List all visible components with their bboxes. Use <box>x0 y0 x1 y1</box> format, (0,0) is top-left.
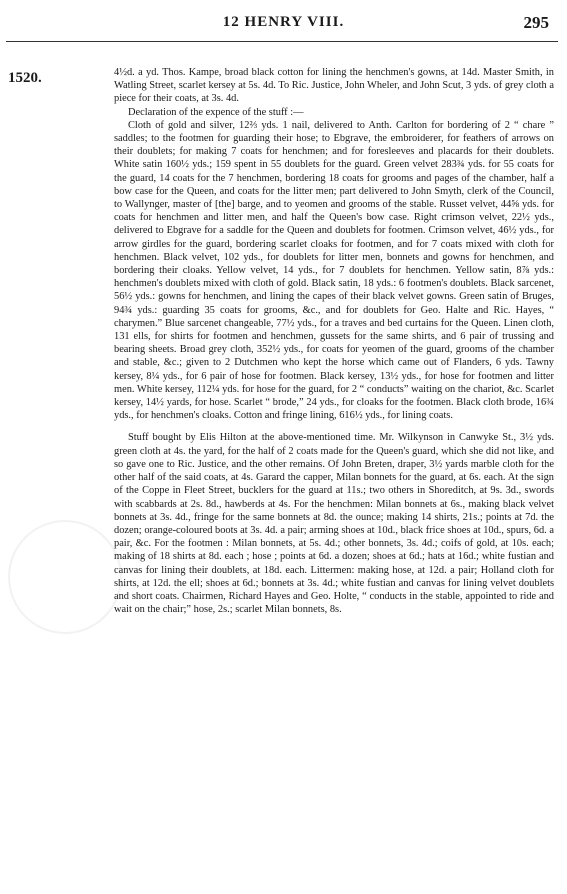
running-head: 12 HENRY VIII. <box>222 14 345 30</box>
paragraph-declaration-heading: Declaration of the expence of the stuff :— <box>128 106 304 118</box>
page-number: 295 <box>523 13 549 32</box>
body-text <box>114 66 554 616</box>
paragraph-continuation: 4½d. a yd. Thos. Kampe, broad black cotton for lining the henchmen's gowns, at 14d. Master Smith, in Watling Street, scarlet kersey at 5s. 4d. To Ric. Justice, John Wheler, and John Scut, 3 yds. of grey cloth a piece for their coats, at 3s. 4d. <box>114 67 554 105</box>
header-rule <box>6 41 558 42</box>
paragraph-declaration-list: Cloth of gold and silver, 12⅔ yds. 1 nail, delivered to Anth. Carlton for bordering of 2 “ chare ” saddles; to the footmen for guarding their hose; to Ebgrave, the embroiderer, for feathers of arrows on their doublets; for making 7 coats for henchmen; and for foresleeves and placards for their doublets. White satin 160½ yds.; 159 spent in 55 doublets for the guard. Green velvet 283¾ yds. for 55 coats for the guard, 14 coats for the 7 henchmen, bordering 18 coats for grooms and pages of the chamber, half a bow case for the Queen, and coats for the litter men; part delivered to John Smyth, clerk of the Council, to Wallynger, master of [the] barge, and to yeomen and grooms of the stable. Russet velvet, 44⅝ yds. for coats for henchmen and litter men, and half the Queen's bow case. Right crimson velvet, 22½ yds., delivered to Ebgrave for a saddle for the Queen and doublets for footmen. Crimson velvet, 46½ yds., for arrow girdles for the guard, bordering scarlet cloaks for footmen, and for 7 coats mixed with cloth for henchmen. Black velvet, 102 yds., for doublets for litter men, bonnets and gowns for henchmen, and bordering their cloaks. Yellow velvet, 14 yds., for 7 doublets for henchmen. Yellow satin, 8⅞ yds.: henchmen's doublets mixed with cloth of gold. Black satin, 18 yds.: 6 footmen's doublets. Black sarcenet, 56½ yds.: gowns for henchmen, and lining the capes of their black velvet gowns. Green satin of Bruges, 94¾ yds.: guarding 35 coats for grooms, &c., and for doublets for Geo. Halte and Ric. Hayes, “ charymen.” Blue sarcenet changeable, 77½ yds., for a traves and bed curtains for the Queen. Linen cloth, 131 ells, for shirts for footmen and henchmen, gussets for the same shirts, and 6 pair of trussing and bearing sheets. Broad grey cloth, 352½ yds., for coats for yeomen of the guard, grooms of the chamber and stable, &c.; given to 2 Dutchmen who kept the horse which came out of Flanders, 6 yds. Tawny kersey, 8¼ yds., for 6 pair of hose for footmen. Black kersey, 13½ yds., for hose for footmen and litter men. White kersey, 112¼ yds. for hose for the guard, for 2 “ conducts” waiting on the chariot, &c. Scarlet kersey, 14½ yards, for hose. Scarlet “ brode,” 24 yds., for cloaks for the footmen. Black cloth brode, 16¾ yds., for henchmen's cloaks. Cotton and fringe lining, 616½ yds., for lining coats. <box>114 119 554 422</box>
paragraph-stuff-bought: Stuff bought by Elis Hilton at the above-mentioned time. Mr. Wilkynson in Canwyke St., 3½ yds. green cloth at 4s. the yard, for the half of 2 coats made for the Queen's guard, which she did not like, and so gave one to Ric. Justice, and the other remains. Of John Breten, draper, 3½ yards marble cloth for the other half of the said coats, at 4s. Garard the capper, Milan bonnets for the guard, at 6s. each. At the sign of the Coppe in Fleet Street, bucklers for the guard at 11s.; two others in Shoreditch, at 9s. 3d., swords with scabbards at 2s. 8d., hawberds at 4s. For the henchmen: Milan bonnets at 6s., making black velvet bonnets at 3s. 4d., fringe for the same bonnets at 8d. the ounce; making 14 shirts, 21s.; points at 7d. the dozen; orange-coloured boots at 3s. 4d. a pair; arming shoes at 10d., black frice shoes at 10d., spurs, 6d. a pair, &c. For the footmen : Milan bonnets, at 5s. 4d.; other bonnets, 3s. 4d.; coifs of gold, at 10s. each; making of 18 shirts at 8d. each ; hose ; points at 6d. a dozen; shoes at 6d.; hats at 16d.; white fustian and canvas for lining their doublets, at 18d. each. Littermen: making hose, at 12d. a pair; Holland cloth for shirts, at 12d. the ell; shoes at 6d.; bonnets at 3s. 4d.; white fustian and canvas for lining velvet doublets and short coats. Chairmen, Richard Hayes and Geo. Holte, “ conducts in the stable, appointed to ride and wait on the chair;” hose, 2s.; scarlet Milan bonnets, 8s. <box>114 432 554 616</box>
margin-year: 1520. <box>8 70 42 86</box>
page-header <box>0 12 567 40</box>
